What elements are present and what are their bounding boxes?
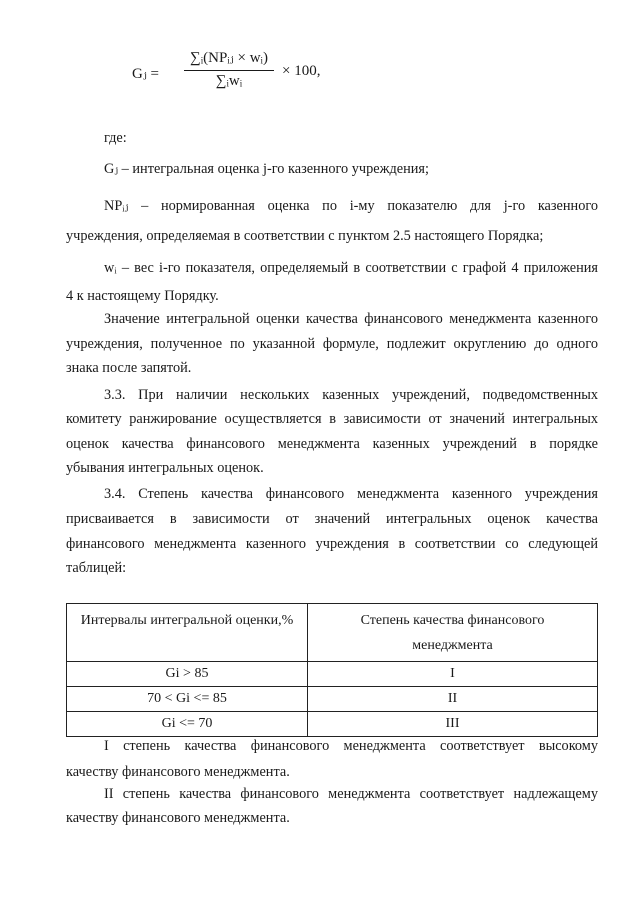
table-row	[67, 687, 598, 712]
integral-score-formula	[132, 46, 352, 106]
section-3-4-line1: 3.4. Степень качества финансового менеджмента казенного учреждения	[104, 486, 598, 502]
fraction-bar	[184, 70, 274, 71]
section-3-3-line4: убывания интегральных оценок.	[66, 460, 264, 476]
header-grade-line1: Степень качества финансового	[360, 613, 545, 628]
rounding-line3: знака после запятой.	[66, 360, 192, 376]
interval-cell: Gi <= 70	[67, 712, 308, 737]
rounding-line2: учреждения, полученное по указанной формуле, подлежит округлению до одного	[66, 336, 598, 352]
definition-np-line2: учреждения, определяемая в соответствии с пунктом 2.5 настоящего Порядка;	[66, 228, 544, 244]
formula-denominator: ∑ᵢwᵢ	[215, 73, 243, 89]
formula-multiplier: × 100,	[282, 63, 321, 79]
grade-cell: III	[308, 712, 598, 737]
grade-1-line1: I степень качества финансового менеджмента соответствует высокому	[104, 738, 598, 754]
section-3-4-line3: финансового менеджмента казенного учреждения в соответствии со следующей	[66, 536, 598, 552]
grade-2-line1: II степень качества финансового менеджмента соответствует надлежащему	[104, 786, 598, 802]
header-interval: Интервалы интегральной оценки,%	[67, 604, 308, 662]
quality-grade-table	[66, 603, 598, 737]
rounding-line1: Значение интегральной оценки качества финансового менеджмента казенного	[104, 311, 598, 327]
table-row	[67, 712, 598, 737]
grade-1-line2: качеству финансового менеджмента.	[66, 764, 290, 780]
header-grade-line2: менеджмента	[412, 638, 493, 653]
definition-w-line2: 4 к настоящему Порядку.	[66, 288, 219, 304]
grade-cell: II	[308, 687, 598, 712]
table-header-row	[67, 604, 598, 662]
grade-cell: I	[308, 662, 598, 687]
section-3-3-line3: оценок качества финансового менеджмента казенных учреждений в порядке	[66, 436, 598, 452]
section-3-3-line2: комитету ранжирование осуществляется в зависимости от значений интегральных	[66, 411, 598, 427]
where-label: где:	[104, 130, 127, 146]
definition-np-line1: NPᵢⱼ – нормированная оценка по i-му показателю для j-го казенного	[104, 198, 598, 214]
section-3-4-line2: присваивается в зависимости от значений интегральных оценок качества	[66, 511, 598, 527]
table-row	[67, 662, 598, 687]
formula-lhs: Gⱼ =	[132, 66, 160, 82]
header-grade	[308, 604, 598, 662]
grade-2-line2: качеству финансового менеджмента.	[66, 810, 290, 826]
formula-numerator: ∑ᵢ(NPᵢⱼ × wᵢ)	[190, 50, 268, 66]
definition-g: Gⱼ – интегральная оценка j-го казенного учреждения;	[104, 161, 429, 177]
definition-w-line1: wᵢ – вес i-го показателя, определяемый в соответствии с графой 4 приложения	[104, 260, 598, 276]
interval-cell: 70 < Gi <= 85	[67, 687, 308, 712]
interval-cell: Gi > 85	[67, 662, 308, 687]
section-3-3-line1: 3.3. При наличии нескольких казенных учреждений, подведомственных	[104, 387, 598, 403]
section-3-4-line4: таблицей:	[66, 560, 127, 576]
